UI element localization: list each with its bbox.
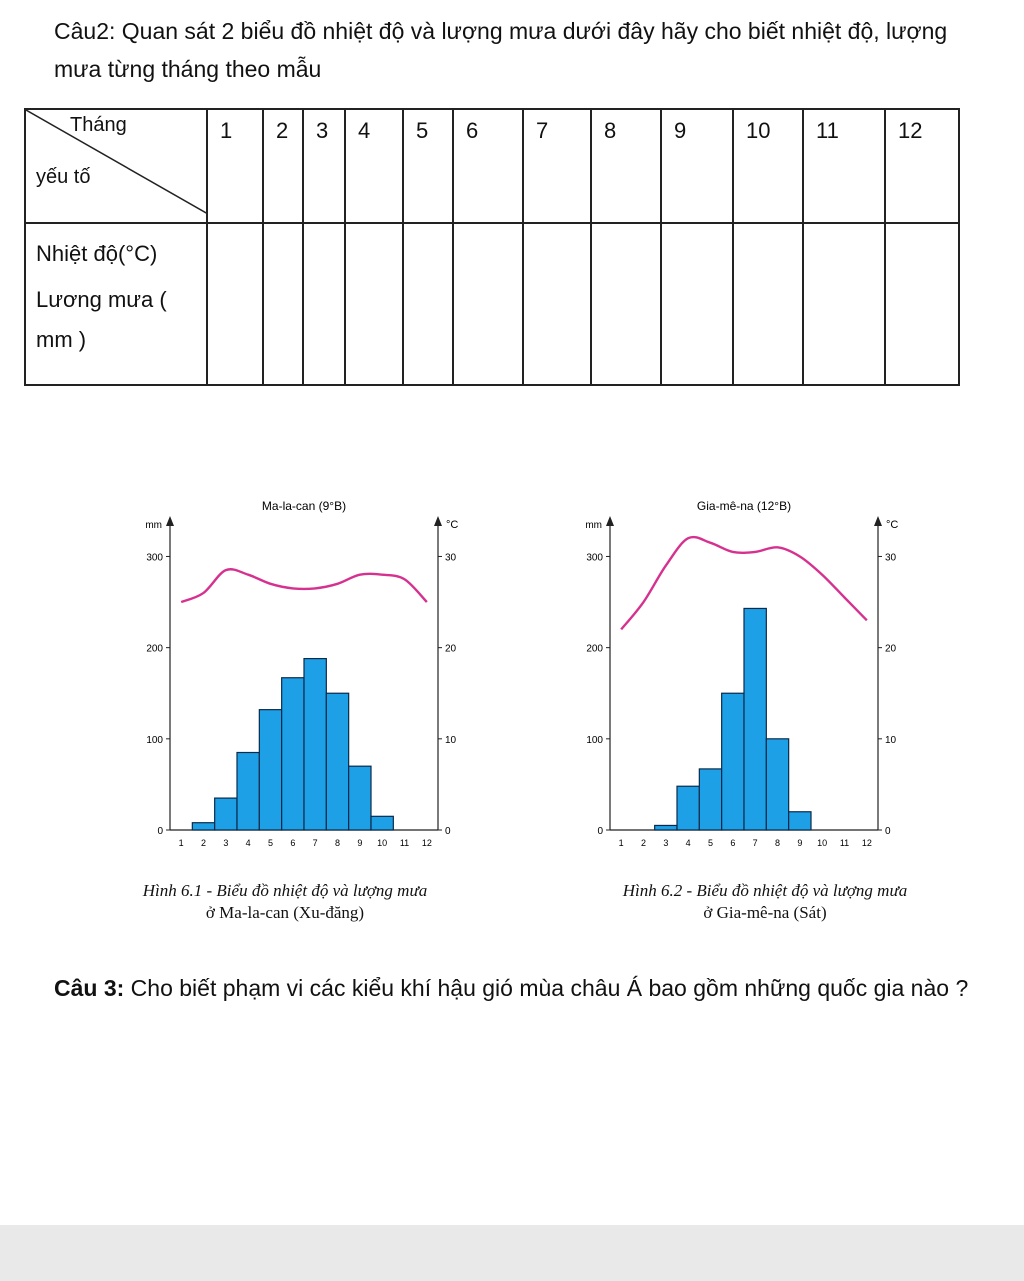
left-tick-label: 300 <box>146 552 163 564</box>
x-tick-label: 5 <box>267 838 274 848</box>
left-axis-arrow <box>606 516 614 526</box>
rainfall-bar <box>237 753 259 831</box>
answer-cell[interactable] <box>453 223 523 385</box>
x-tick-label: 6 <box>730 838 736 848</box>
left-axis-arrow <box>166 516 174 526</box>
rainfall-bar <box>304 659 326 830</box>
x-tick-label: 8 <box>774 838 781 848</box>
right-axis-arrow <box>434 516 442 526</box>
rainfall-bar <box>259 710 281 830</box>
rainfall-bar <box>326 693 348 830</box>
answer-cell[interactable] <box>207 223 263 385</box>
answer-cell[interactable] <box>345 223 403 385</box>
right-tick-label: 30 <box>445 552 457 564</box>
answer-cell[interactable] <box>661 223 733 385</box>
x-tick-label: 3 <box>223 838 229 848</box>
right-tick-label: 30 <box>885 552 897 564</box>
rainfall-bar <box>655 825 677 830</box>
rainfall-bar <box>789 812 811 830</box>
answer-cell[interactable] <box>733 223 803 385</box>
x-tick-label: 10 <box>377 838 388 848</box>
rainfall-bar <box>744 608 766 830</box>
temperature-line <box>181 569 427 602</box>
rainfall-row-label: Lương mưa ( mm ) <box>36 287 167 352</box>
x-tick-label: 7 <box>752 838 758 848</box>
month-header: 1 <box>207 109 263 223</box>
left-tick-label: 0 <box>157 826 163 837</box>
diagonal-header-cell <box>25 109 207 223</box>
bottom-band <box>0 1225 1024 1281</box>
rainfall-bar <box>677 786 699 830</box>
month-header: 12 <box>885 109 959 223</box>
climate-chart-giamena <box>560 490 930 860</box>
month-header: 7 <box>523 109 591 223</box>
rainfall-bar <box>766 739 788 830</box>
month-header: 10 <box>733 109 803 223</box>
left-axis-unit: mm <box>145 520 162 531</box>
x-tick-label: 11 <box>839 838 850 848</box>
table-header-row <box>25 109 959 223</box>
left-tick-label: 200 <box>586 643 603 655</box>
left-tick-label: 100 <box>146 734 163 746</box>
x-tick-label: 9 <box>357 838 363 848</box>
right-axis-arrow <box>874 516 882 526</box>
header-month-label: Tháng <box>70 114 127 136</box>
chart-giamena <box>560 490 930 865</box>
question-3-text: Cho biết phạm vi các kiểu khí hậu gió mùa châu Á bao gồm những quốc gia nào ? <box>124 975 969 1001</box>
chart-title: Ma-la-can (9°B) <box>261 499 347 513</box>
answer-cell[interactable] <box>523 223 591 385</box>
rainfall-bar <box>371 816 393 830</box>
x-tick-label: 10 <box>817 838 828 848</box>
caption-1-line-1: Hình 6.1 - Biểu đồ nhiệt độ và lượng mưa <box>142 881 428 900</box>
answer-table <box>24 108 960 386</box>
x-tick-label: 12 <box>421 838 432 848</box>
right-axis-unit: °C <box>446 519 459 531</box>
x-tick-label: 4 <box>245 838 251 848</box>
x-tick-label: 11 <box>399 838 410 848</box>
table-data-row <box>25 223 959 385</box>
x-tick-label: 6 <box>290 838 296 848</box>
answer-cell[interactable] <box>263 223 303 385</box>
header-factor-label: yếu tố <box>36 166 91 188</box>
month-header: 6 <box>453 109 523 223</box>
answer-cell[interactable] <box>591 223 661 385</box>
temperature-row-label: Nhiệt độ(°C) <box>36 241 158 266</box>
x-tick-label: 2 <box>200 838 207 848</box>
x-tick-label: 3 <box>663 838 669 848</box>
chart-malacan <box>120 490 490 865</box>
rainfall-bar <box>282 678 304 830</box>
rainfall-bar <box>192 823 214 830</box>
caption-2-line-1: Hình 6.2 - Biểu đồ nhiệt độ và lượng mưa <box>622 881 908 900</box>
right-tick-label: 10 <box>885 734 897 746</box>
left-tick-label: 0 <box>597 826 603 837</box>
x-tick-label: 1 <box>178 838 184 848</box>
right-tick-label: 20 <box>885 643 897 655</box>
factor-labels-cell <box>25 223 207 385</box>
caption-1-line-2: ở Ma-la-can (Xu-đăng) <box>205 903 365 922</box>
answer-cell[interactable] <box>403 223 453 385</box>
right-axis-unit: °C <box>886 519 899 531</box>
figure-caption-1 <box>75 880 495 924</box>
left-tick-label: 300 <box>586 552 603 564</box>
x-tick-label: 12 <box>861 838 872 848</box>
x-tick-label: 8 <box>334 838 341 848</box>
question-3-label: Câu 3: <box>54 975 125 1001</box>
month-header: 2 <box>263 109 303 223</box>
x-tick-label: 4 <box>685 838 691 848</box>
month-header: 3 <box>303 109 345 223</box>
question-2: Câu2: Quan sát 2 biểu đồ nhiệt độ và lượng mưa dưới đây hãy cho biết nhiệt độ, lượng mưa từng tháng theo mẫu <box>54 18 948 82</box>
x-tick-label: 9 <box>797 838 803 848</box>
left-axis-unit: mm <box>585 520 602 531</box>
right-tick-label: 10 <box>445 734 457 746</box>
right-tick-label: 20 <box>445 643 457 655</box>
rainfall-bar <box>699 769 721 830</box>
left-tick-label: 100 <box>586 734 603 746</box>
x-tick-label: 5 <box>707 838 714 848</box>
month-header: 11 <box>803 109 885 223</box>
x-tick-label: 1 <box>618 838 624 848</box>
x-tick-label: 7 <box>312 838 318 848</box>
month-header: 5 <box>403 109 453 223</box>
caption-2-line-2: ở Gia-mê-na (Sát) <box>703 903 827 922</box>
answer-cell[interactable] <box>303 223 345 385</box>
chart-title: Gia-mê-na (12°B) <box>696 499 792 513</box>
x-tick-label: 2 <box>640 838 647 848</box>
month-header: 8 <box>591 109 661 223</box>
rainfall-bar <box>722 693 744 830</box>
month-header: 4 <box>345 109 403 223</box>
climate-chart-malacan <box>120 490 490 860</box>
month-header: 9 <box>661 109 733 223</box>
right-tick-label: 0 <box>445 826 451 837</box>
rainfall-bar <box>349 766 371 830</box>
rainfall-bar <box>215 798 237 830</box>
answer-cell[interactable] <box>803 223 885 385</box>
question-3 <box>54 968 974 1008</box>
figure-caption-2 <box>555 880 975 924</box>
right-tick-label: 0 <box>885 826 891 837</box>
left-tick-label: 200 <box>146 643 163 655</box>
answer-cell[interactable] <box>885 223 959 385</box>
